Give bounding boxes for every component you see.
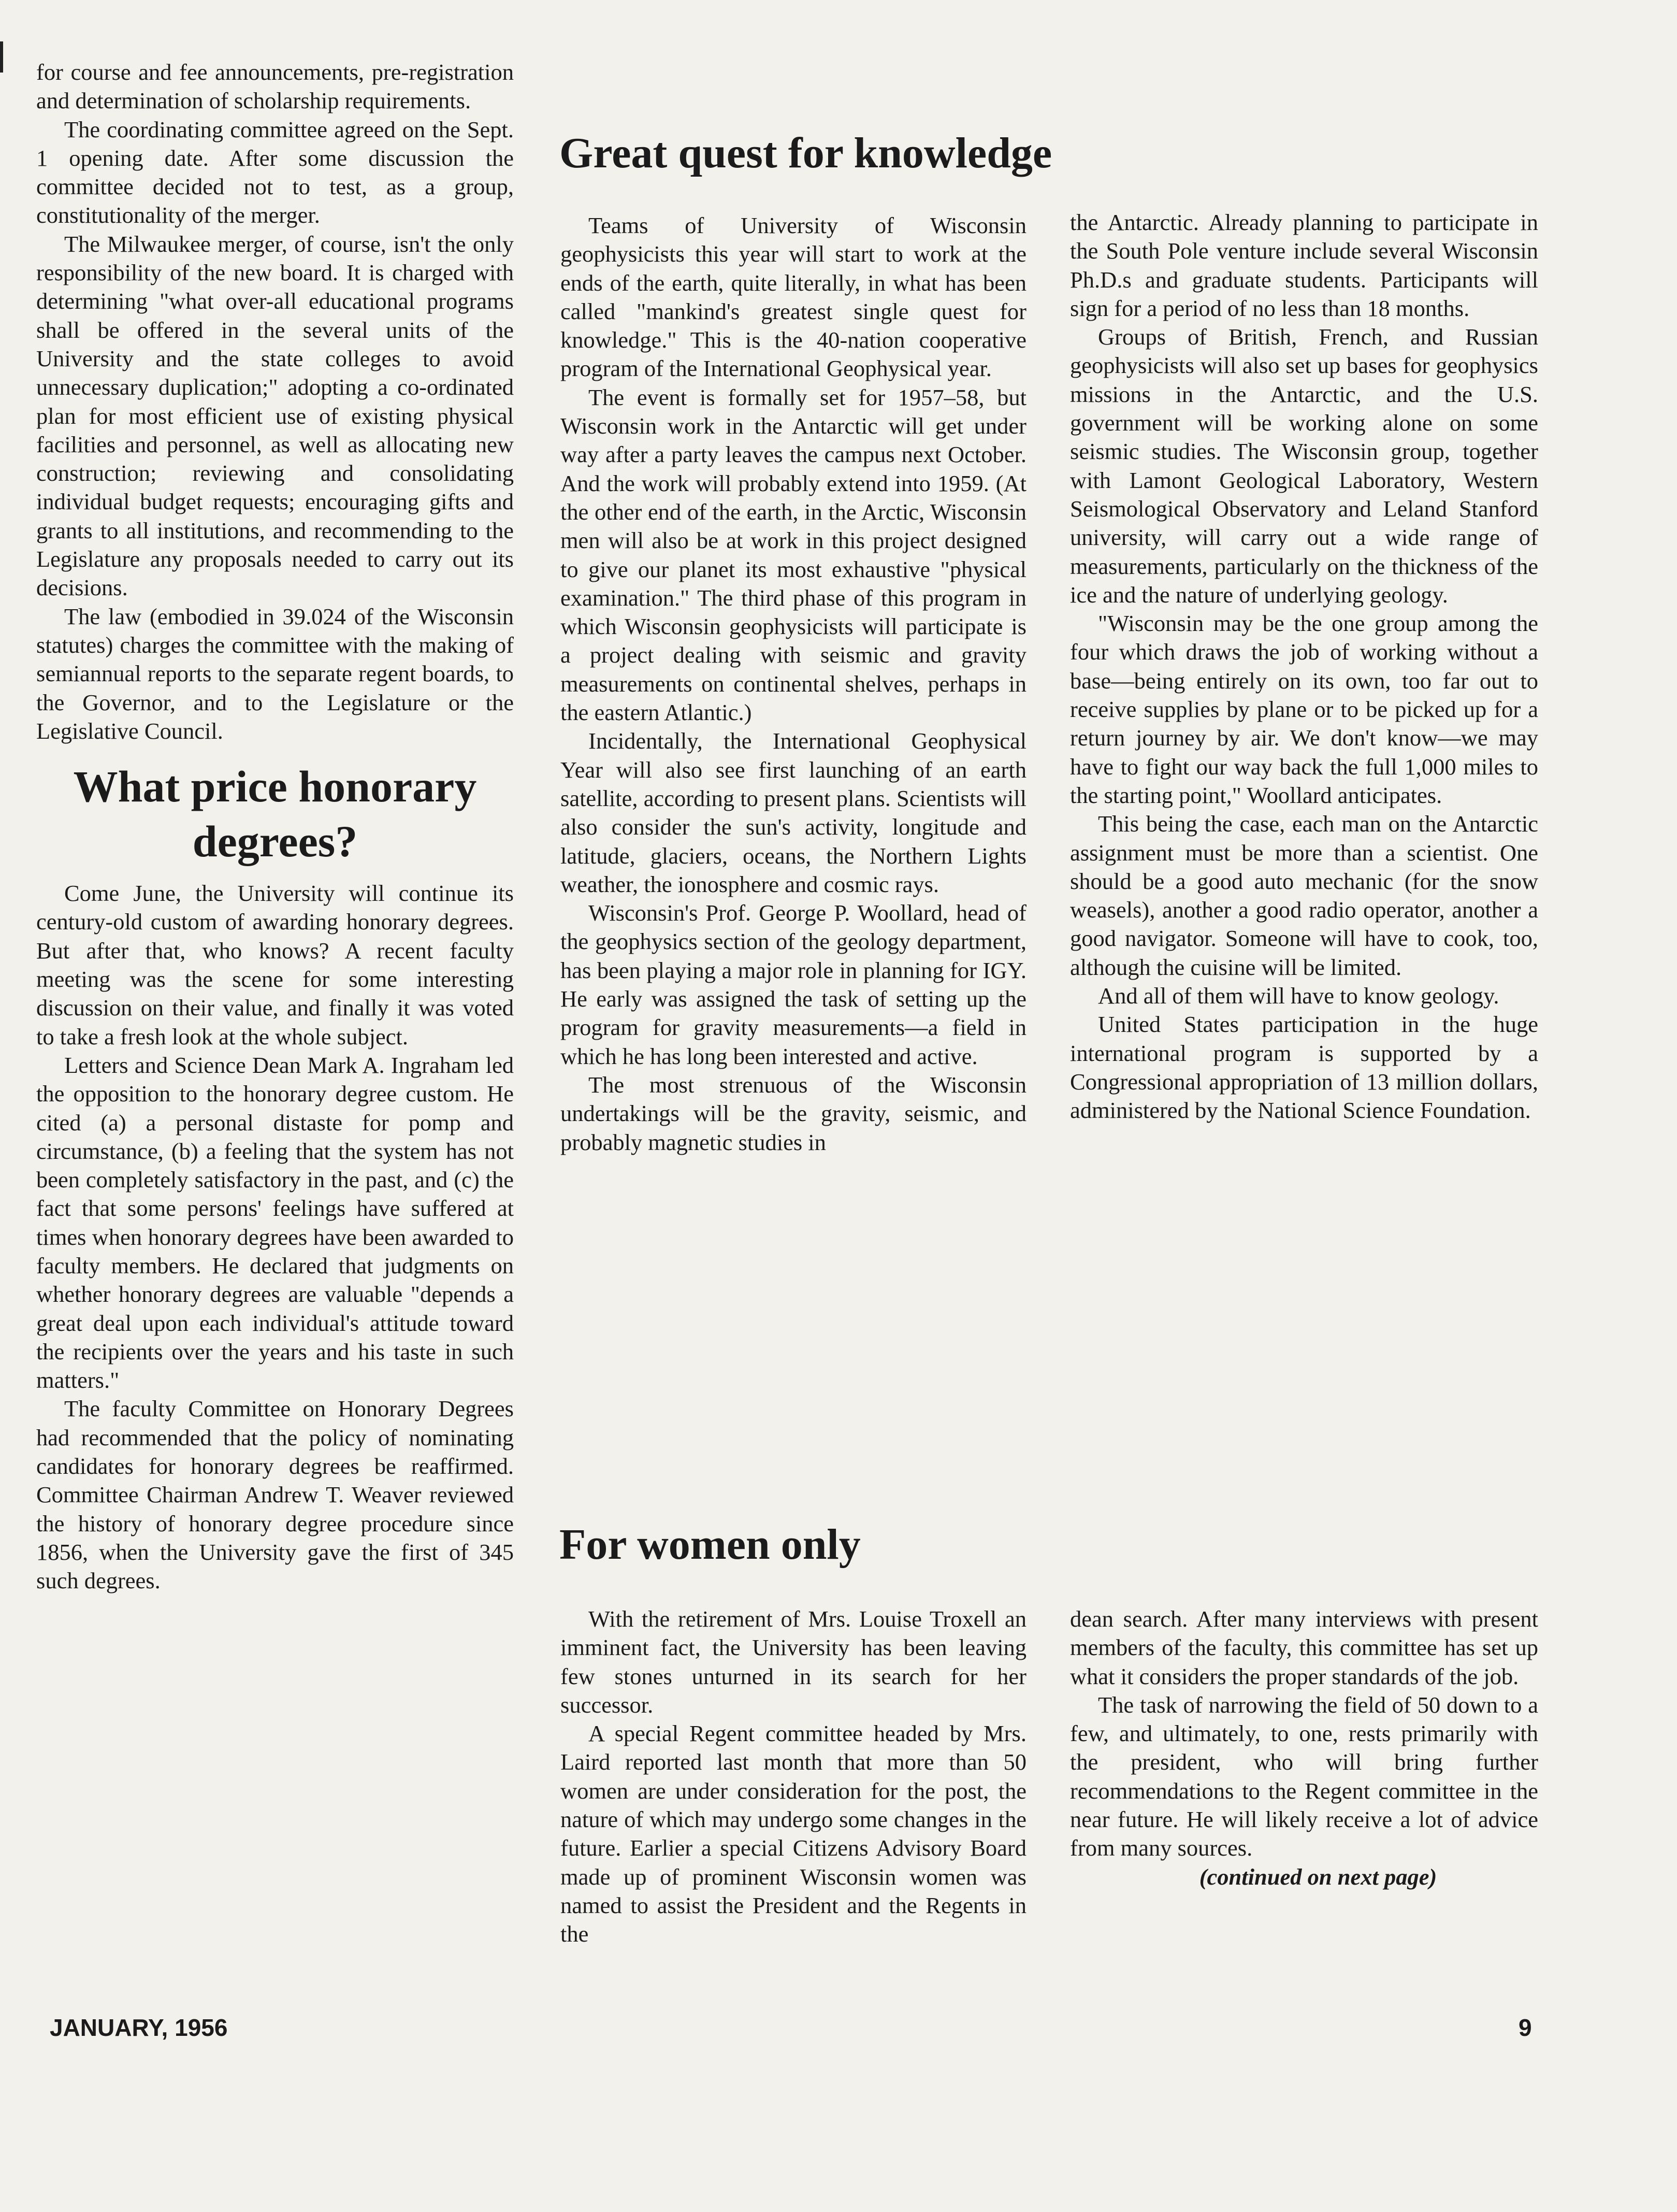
paragraph: A special Regent committee headed by Mrs. Laird reported last month that more than 50 women are under consideration for the post, the nature of which may undergo some changes in the future. Earlier a special Citizens Advisory Board made up of prominent Wisconsin women was named to assist the President and the Regents in the xyxy=(560,1720,1027,1947)
paragraph: Teams of University of Wisconsin geophysicists this year will start to work at the ends of the earth, quite literally, in what has been called "mankind's greatest single quest for knowledge." This is the 40-nation cooperative program of the International Geophysical year. xyxy=(560,212,1027,382)
scan-edge-mark xyxy=(0,41,3,73)
paragraph: The event is formally set for 1957–58, but Wisconsin work in the Antarctic will get under way after a party leaves the campus next October. And the work will probably extend into 1959. (At the other end of the earth, in the Arctic, Wisconsin men will also be at work in this project designed to give our planet its most exhaustive "physical examination." The third phase of this program in which Wisconsin geophysicists will participate is a project dealing with seismic and gravity measurements on continental shelves, perhaps in the eastern Atlantic.) xyxy=(560,384,1027,726)
paragraph: Incidentally, the International Geophysical Year will also see first launching of an earth satellite, according to present plans. Scientists will also consider the sun's activity, longitude and latitude, glaciers, oceans, the Northern Lights weather, the ionosphere and cosmic rays. xyxy=(560,728,1027,897)
quest-column-1 xyxy=(560,211,1027,1157)
paragraph: The Milwaukee merger, of course, isn't the only responsibility of the new board. It is charged with determining "what over-all educational programs shall be offered in the several units of the University and the state colleges to avoid unnecessary duplication;" adopting a co-ordinated plan for most efficient use of existing physical facilities and personnel, as well as allocating new construction; reviewing and consolidating individual budget requests; encouraging gifts and grants to all institutions, and recommending to the Legislature any proposals needed to carry out its decisions. xyxy=(36,231,514,601)
paragraph: Wisconsin's Prof. George P. Woollard, head of the geophysics section of the geology department, has been playing a major role in planning for IGY. He early was assigned the task of setting up the program for gravity measurements—a field in which he has long been interested and active. xyxy=(560,900,1027,1069)
women-heading: For women only xyxy=(559,1520,861,1569)
paragraph: With the retirement of Mrs. Louise Troxell an imminent fact, the University has been leaving few stones unturned in its search for her successor. xyxy=(560,1606,1027,1718)
left-column xyxy=(36,58,514,1596)
quest-column-2 xyxy=(1070,208,1538,1125)
paragraph: The law (embodied in 39.024 of the Wisconsin statutes) charges the committee with the making of semiannual reports to the separate regent boards, to the Governor, and to the Legislature or the Legislative Council. xyxy=(36,603,514,744)
paragraph: for course and fee announcements, pre-registration and determination of scholarship requirements. xyxy=(36,59,514,114)
women-column-1 xyxy=(560,1605,1027,1949)
honorary-heading: What price honorary degrees? xyxy=(73,762,477,867)
paragraph: dean search. After many interviews with present members of the faculty, this committee has set up what it considers the proper standards of the job. xyxy=(1070,1606,1538,1689)
paragraph: Groups of British, French, and Russian geophysicists will also set up bases for geophysics missions in the Antarctic, and the U.S. government will be working alone on some seismic studies. The Wisconsin group, together with Lamont Geological Laboratory, Western Seismological Observatory and Leland Stanford university, will carry out a wide range of measurements, particularly on the thickness of the ice and the nature of underlying geology. xyxy=(1070,324,1538,608)
paragraph: The most strenuous of the Wisconsin undertakings will be the gravity, seismic, and probably magnetic studies in xyxy=(560,1071,1027,1155)
quest-heading: Great quest for knowledge xyxy=(559,129,1052,177)
paragraph: Come June, the University will continue its century-old custom of awarding honorary degrees. But after that, who knows? A recent faculty meeting was the scene for some interesting discussion on their value, and finally it was voted to take a fresh look at the whole subject. xyxy=(36,880,514,1050)
footer-date: JANUARY, 1956 xyxy=(50,2014,228,2041)
paragraph: And all of them will have to know geology. xyxy=(1098,983,1499,1009)
paragraph: Letters and Science Dean Mark A. Ingraham led the opposition to the honorary degree custom. He cited (a) a personal distaste for pomp and circumstance, (b) a feeling that the system has not been completely satisfactory in the past, and (c) the fact that some persons' feelings have suffered at times when honorary degrees have been awarded to faculty members. He declared that judgments on whether honorary degrees are valuable "depends a great deal upon each individual's attitude toward the recipients over the years and his taste in such matters." xyxy=(36,1052,514,1394)
paragraph: The task of narrowing the field of 50 down to a few, and ultimately, to one, rests primarily with the president, who will bring further recommendations to the Regent committee in the near future. He will likely receive a lot of advice from many sources. xyxy=(1070,1691,1538,1861)
paragraph: United States participation in the huge international program is supported by a Congressional appropriation of 13 million dollars, administered by the National Science Foundation. xyxy=(1070,1011,1538,1124)
paragraph: the Antarctic. Already planning to participate in the South Pole venture include several Wisconsin Ph.D.s and graduate students. Participants will sign for a period of no less than 18 months. xyxy=(1070,209,1538,321)
paragraph: "Wisconsin may be the one group among the four which draws the job of working without a base—being entirely on its own, too far out to receive supplies by plane or to be picked up for a return journey by air. We don't know—we may have to fight our way back the full 1,000 miles to the starting point," Woollard anticipates. xyxy=(1070,610,1538,808)
paragraph: This being the case, each man on the Antarctic assignment must be more than a scientist. One should be a good auto mechanic (for the snow weasels), another a good radio operator, another a good navigator. Someone will have to cook, too, although the cuisine will be limited. xyxy=(1070,811,1538,980)
paragraph: The coordinating committee agreed on the Sept. 1 opening date. After some discussion the committee decided not to test, as a group, constitutionality of the merger. xyxy=(36,116,514,228)
women-column-2 xyxy=(1070,1605,1538,1891)
paragraph: The faculty Committee on Honorary Degrees had recommended that the policy of nominating candidates for honorary degrees be reaffirmed. Committee Chairman Andrew T. Weaver reviewed the history of honorary degree procedure since 1856, when the University gave the first of 345 such degrees. xyxy=(36,1396,514,1594)
continued-note: (continued on next page) xyxy=(1199,1863,1437,1890)
page-number: 9 xyxy=(1519,2014,1532,2041)
